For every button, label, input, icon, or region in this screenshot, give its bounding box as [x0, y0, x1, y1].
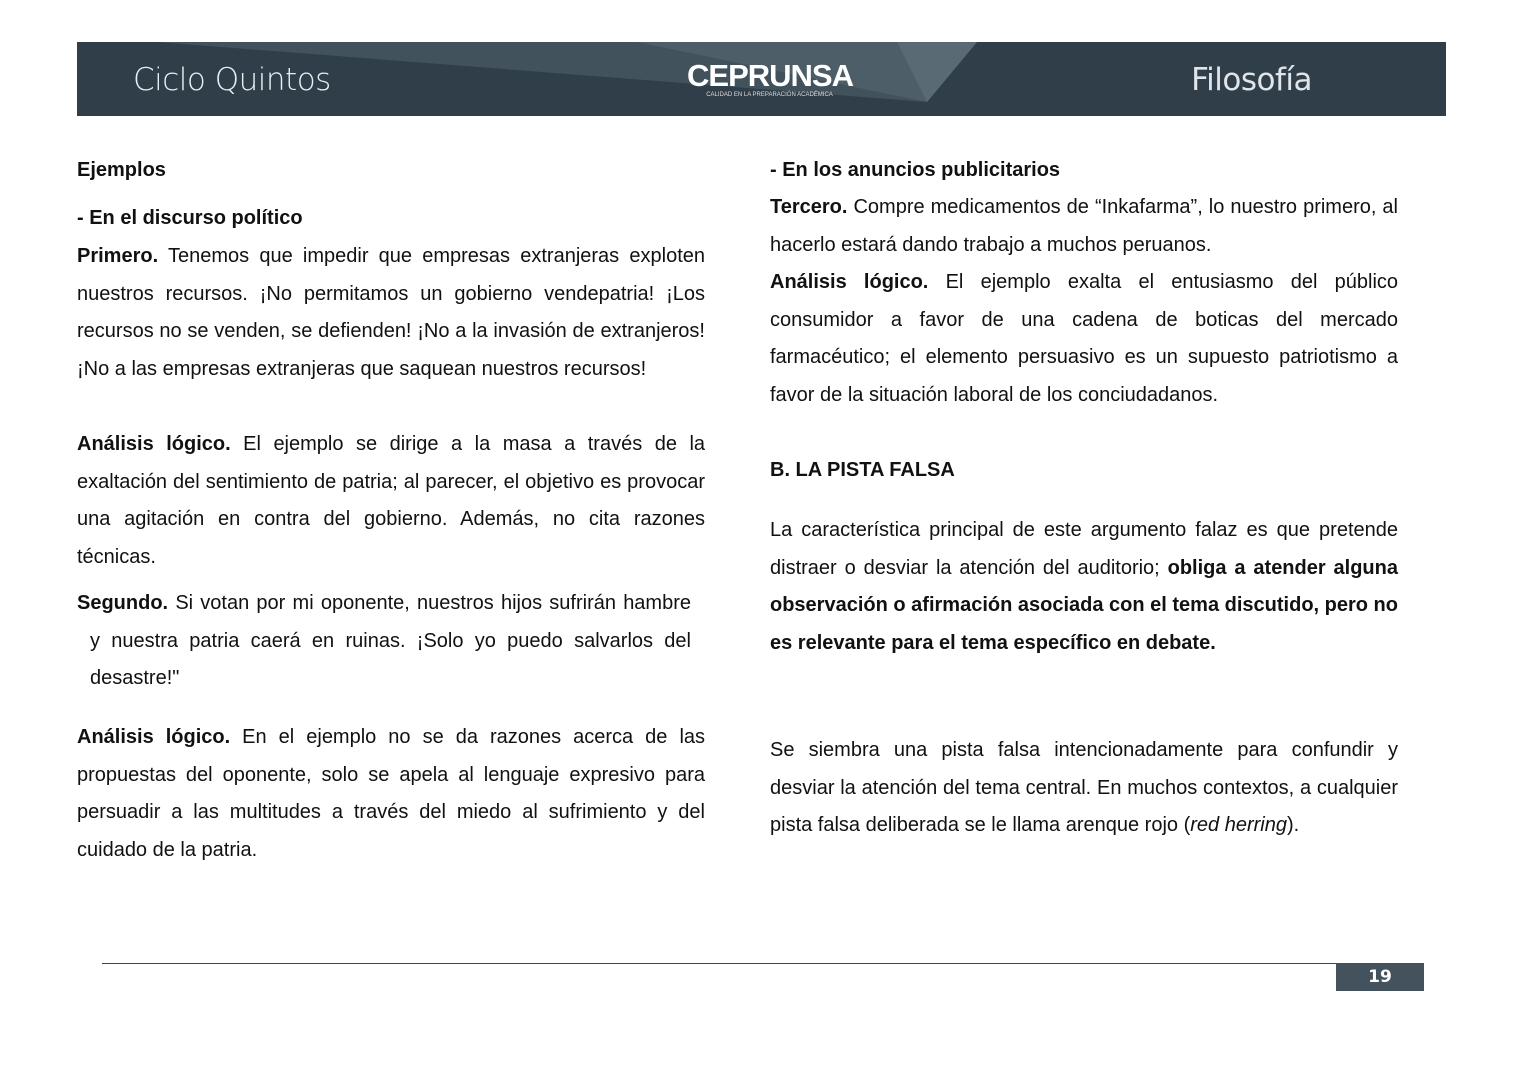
paragraph-primero: Primero. Tenemos que impedir que empresas extranjeras exploten nuestros recursos. ¡No permitamos un gobierno vendepatria! ¡Los recursos no se venden, se defienden! ¡No a la invasión de extranjeros! ¡No a las empresas extranjeras que saquean nuestros recursos! [77, 245, 705, 380]
footer-divider [102, 963, 1338, 964]
paragraph-tercero: Tercero. Compre medicamentos de “Inkafarma”, lo nuestro primero, al hacerlo estará dando trabajo a muchos peruanos. [770, 196, 1398, 256]
subheading-political: - En el discurso político [77, 207, 303, 229]
subheading-ads: - En los anuncios publicitarios [770, 159, 1061, 181]
page-header [77, 42, 1446, 116]
paragraph-analysis-1: Análisis lógico. El ejemplo se dirige a la masa a través de la exaltación del sentimiento de patria; al parecer, el objetivo es provocar una agitación en contra del gobierno. Además, no cita razones técnicas. [77, 433, 706, 568]
paragraph-red-herring: Se siembra una pista falsa intencionadamente para confundir y desviar la atención del tema central. En muchos contextos, a cualquier pista falsa deliberada se le llama arenque rojo (red herring). [770, 739, 1398, 836]
heading-pista-falsa: B. LA PISTA FALSA [770, 459, 955, 481]
paragraph-analysis-2: Análisis lógico. En el ejemplo no se da razones acerca de las propuestas del oponente, solo se apela al lenguaje expresivo para persuadir a las multitudes a través del miedo al sufrimiento y del cuidado de la patria. [77, 726, 706, 861]
paragraph-definition: La característica principal de este argumento falaz es que pretende distraer o desviar la atención del auditorio; obliga a atender alguna observación o afirmación asociada con el tema discutido, pero no es relevante para el tema específico en debate. [770, 519, 1398, 654]
course-cycle: Ciclo Quintos [133, 62, 331, 98]
paragraph-analysis-3: Análisis lógico. El ejemplo exalta el entusiasmo del público consumidor a favor de una cadena de boticas del mercado farmacéutico; el elemento persuasivo es un supuesto patriotismo a favor de la situación laboral de los conciudadanos. [770, 271, 1399, 406]
subject-title: Filosofía [1191, 62, 1312, 98]
ceprunsa-logo: CEPRUNSA CALIDAD EN LA PREPARACIÓN ACADÉMICA [687, 58, 853, 98]
paragraph-segundo: Segundo. Si votan por mi oponente, nuestros hijos sufrirán hambre y nuestra patria caerá en ruinas. ¡Solo yo puedo salvarlos del desastre!" [77, 592, 691, 689]
heading-examples: Ejemplos [77, 159, 166, 181]
page-number: 19 [1336, 963, 1424, 991]
